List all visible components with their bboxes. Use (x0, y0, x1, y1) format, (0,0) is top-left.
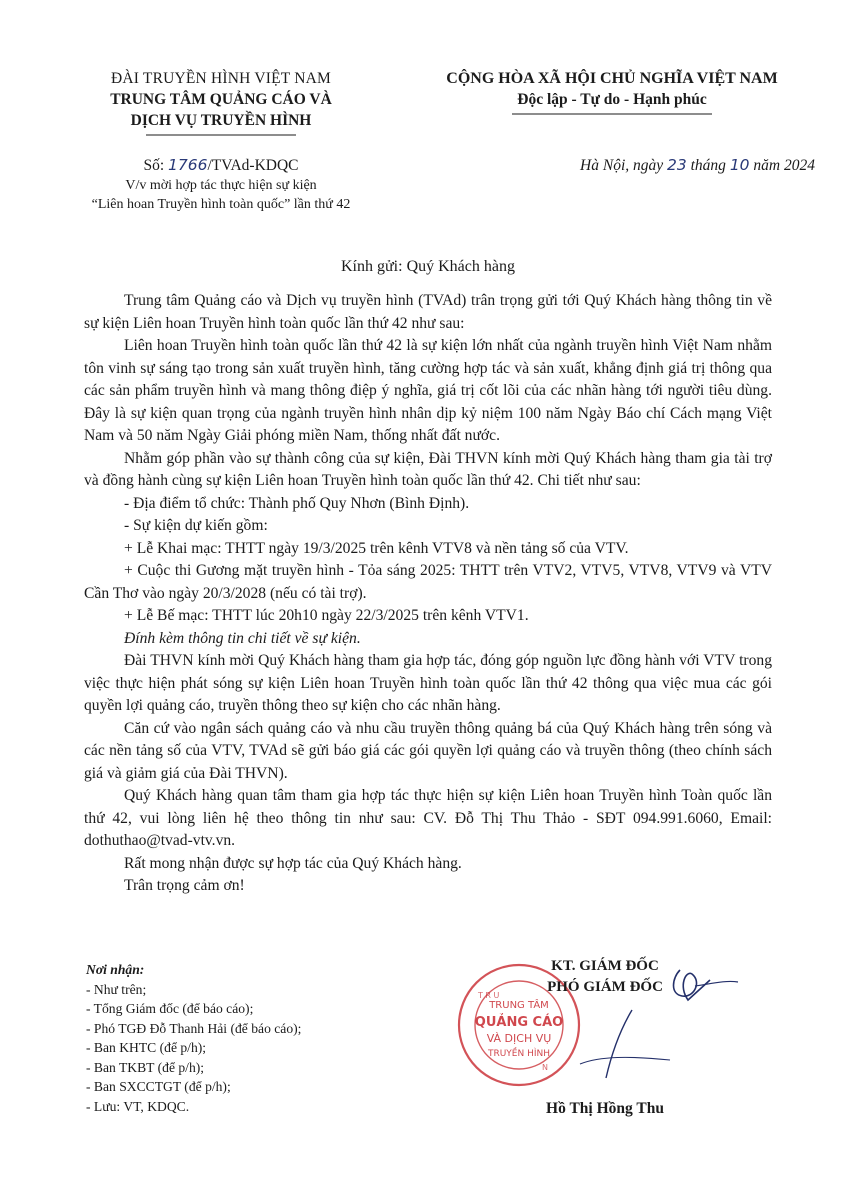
list-item: + Cuộc thi Gương mặt truyền hình - Tỏa sáng 2025: THTT trên VTV2, VTV5, VTV8, VTV9 và VTV Cần Thơ vào ngày 20/3/2028 (nếu có tài trợ). (84, 562, 772, 602)
paragraph: Quý Khách hàng quan tâm tham gia hợp tác thực hiện sự kiện Liên hoan Truyền hình Toàn quốc lần thứ 42, vui lòng liên hệ theo thông tin như sau: CV. Đỗ Thị Thu Thảo - SĐT 094.991.6060, Email: dothuthao@tvad-vtv.vn. (84, 787, 772, 849)
document-number-prefix: Số: (143, 157, 169, 174)
stamp-ring-mark: N (542, 1063, 548, 1072)
signer-name: Hồ Thị Hồng Thu (546, 1100, 664, 1117)
recipient-item: - Ban KHTC (để p/h); (86, 1040, 207, 1055)
recipient-item: - Ban SXCCTGT (để p/h); (86, 1079, 231, 1094)
paragraph: Liên hoan Truyền hình toàn quốc lần thứ 42 là sự kiện lớn nhất của ngành truyền hình Việt Nam nhằm tôn vinh sự sáng tạo trong sản xuất truyền hình, tăng cường hợp tác và sản xuất, khẳng định giá trị thông qua các sản phẩm truyền hình và mang thông điệp ý nghĩa, giá trị cốt lõi của các nhãn hàng tới người tiêu dùng. Đây là sự kiện quan trọng của ngành truyền hình nhân dịp kỷ niệm 100 năm Ngày Báo chí Cách mạng Việt Nam và 50 năm Ngày Giải phóng miền Nam, thống nhất đất nước. (84, 337, 772, 444)
org-underline (146, 132, 296, 138)
signature-title-2: PHÓ GIÁM ĐỐC (547, 979, 663, 995)
stamp-ring-mark: T R U (478, 991, 500, 1000)
paragraph: Đài THVN kính mời Quý Khách hàng tham gia hợp tác, đóng góp nguồn lực đồng hành với VTV trong việc thực hiện phát sóng sự kiện Liên hoan Truyền hình toàn quốc lần thứ 42 thông qua việc mua các gói quyền lợi quảng cáo, truyền thông theo sự kiện cho các nhãn hàng. (84, 652, 772, 714)
org-line-2: TRUNG TÂM QUẢNG CÁO VÀ (110, 91, 332, 108)
recipient-item: - Phó TGĐ Đỗ Thanh Hải (để báo cáo); (86, 1020, 302, 1036)
date-suffix: năm 2024 (749, 157, 815, 174)
stamp-text-1: TRUNG TÂM (489, 1000, 549, 1011)
stamp-text-2: QUẢNG CÁO (474, 1015, 564, 1030)
date-month: 10 (729, 156, 750, 174)
org-line-1: ĐÀI TRUYỀN HÌNH VIỆT NAM (110, 70, 332, 87)
recipient-item: - Ban TKBT (để p/h); (86, 1059, 205, 1075)
list-item: - Sự kiện dự kiến gồm: (124, 517, 268, 534)
handwritten-signature (560, 960, 740, 1100)
recipient-item: - Tổng Giám đốc (để báo cáo); (86, 1001, 254, 1016)
signature-title-1: KT. GIÁM ĐỐC (551, 958, 659, 974)
attachment-note: Đính kèm thông tin chi tiết về sự kiện. (124, 629, 361, 647)
document-date (470, 156, 815, 175)
document-number-block (62, 155, 380, 214)
subject-line-1: V/v mời hợp tác thực hiện sự kiện (125, 178, 317, 193)
national-header (412, 68, 812, 117)
stamp-text-4: TRUYỀN HÌNH (487, 1049, 551, 1059)
date-mid: tháng (686, 157, 730, 174)
recipient-item: - Lưu: VT, KDQC. (86, 1098, 190, 1114)
recipients-title: Nơi nhận: (86, 962, 145, 977)
paragraph: Trân trọng cảm ơn! (124, 877, 245, 894)
stamp-text-3: VÀ DỊCH VỤ (486, 1032, 552, 1045)
paragraph: Trung tâm Quảng cáo và Dịch vụ truyền hình (TVAd) trân trọng gửi tới Quý Khách hàng thông tin về sự kiện Liên hoan Truyền hình toàn quốc lần thứ 42 như sau: (84, 292, 772, 332)
paragraph: Căn cứ vào ngân sách quảng cáo và nhu cầu truyền thông quảng bá của Quý Khách hàng trên sóng và các nền tảng số của VTV, TVAd sẽ gửi báo giá các gói quyền lợi quảng cáo và truyền thông (theo chính sách giá và giảm giá của Đài THVN). (84, 719, 772, 782)
document-number-suffix: /TVAd-KDQC (207, 157, 299, 174)
subject-line-2: “Liên hoan Truyền hình toàn quốc” lần thứ 42 (91, 197, 351, 212)
national-motto: Độc lập - Tự do - Hạnh phúc (517, 91, 707, 108)
recipients-block (86, 960, 426, 1116)
letter-body (84, 290, 772, 898)
date-day: 23 (667, 156, 687, 174)
recipient-item: - Như trên; (86, 981, 147, 997)
republic-title: CỘNG HÒA XÃ HỘI CHỦ NGHĨA VIỆT NAM (446, 70, 778, 87)
motto-underline (512, 111, 712, 117)
organization-header (62, 68, 380, 138)
list-item: + Lễ Khai mạc: THTT ngày 19/3/2025 trên kênh VTV8 và nền tảng số của VTV. (124, 539, 629, 557)
org-line-3: DỊCH VỤ TRUYỀN HÌNH (130, 112, 312, 129)
document-number-handwritten: 1766 (168, 156, 208, 174)
document-number (62, 155, 380, 176)
date-prefix: Hà Nội, ngày (580, 157, 668, 174)
paragraph: Rất mong nhận được sự hợp tác của Quý Khách hàng. (124, 854, 462, 872)
paragraph: Nhằm góp phần vào sự thành công của sự kiện, Đài THVN kính mời Quý Khách hàng tham gia tài trợ và đồng hành cùng sự kiện Liên hoan Truyền hình toàn quốc lần thứ 42. Chi tiết như sau: (84, 449, 772, 489)
list-item: - Địa điểm tổ chức: Thành phố Quy Nhơn (Bình Định). (124, 494, 470, 512)
greeting: Kính gửi: Quý Khách hàng (341, 258, 515, 275)
list-item: + Lễ Bế mạc: THTT lúc 20h10 ngày 22/3/2025 trên kênh VTV1. (124, 607, 529, 624)
